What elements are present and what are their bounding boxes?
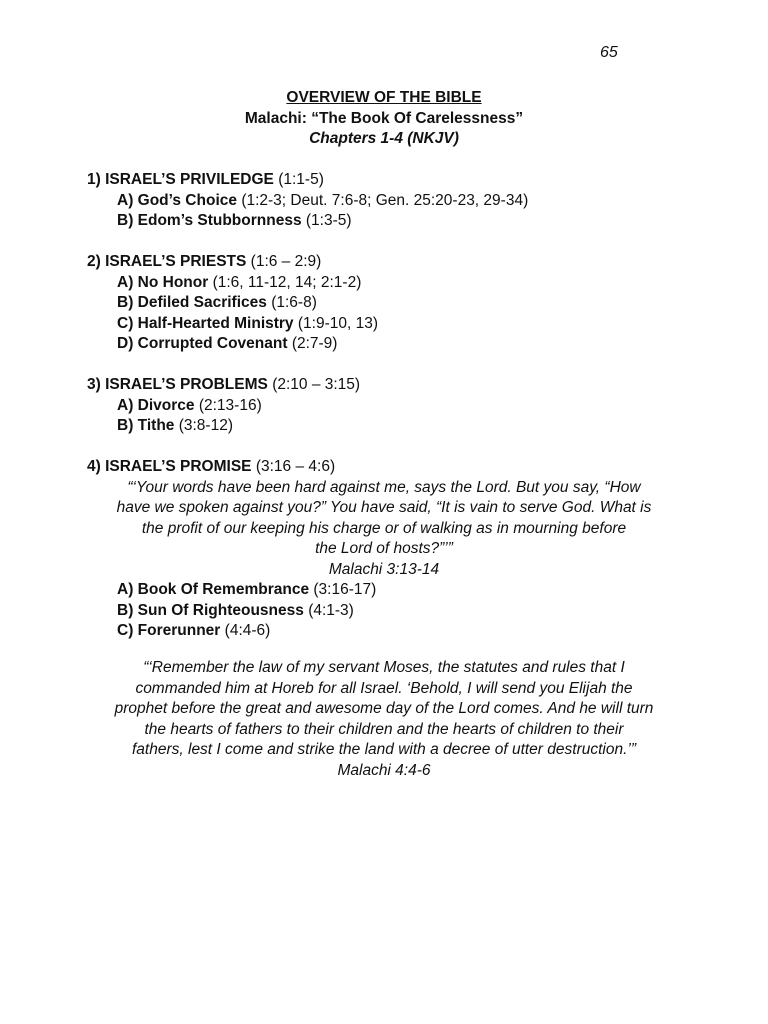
item-label: B) Tithe [117,417,175,434]
item-label: A) Book Of Remembrance [117,581,310,598]
quote-line: the profit of our keeping his charge or of walking as in mourning before [141,519,627,537]
document-header [0,88,768,150]
outline-item [0,191,768,212]
item-ref: (1:9-10, 13) [297,314,379,332]
item-ref: (3:8-12) [178,417,233,434]
item-ref: (2:13-16) [198,396,262,414]
outline-item [0,621,768,642]
outline-item [0,601,768,622]
quote-line: “‘Your words have been hard against me, says the Lord. But you say, “How [127,478,641,496]
outline-section [0,252,768,355]
item-ref: (2:7-9) [291,335,338,352]
section-ref: (1:1-5) [278,171,324,188]
outline-item [0,314,768,335]
outline-item [0,580,768,601]
item-ref: (4:4-6) [224,622,271,639]
quote-line: the Lord of hosts?”’” [315,540,453,557]
outline-item [0,211,768,232]
closing-scripture-quote [0,658,768,781]
quote-line: the hearts of fathers to their children and the hearts of children to their [144,720,624,738]
item-label: A) Divorce [117,396,195,414]
quote-line: have we spoken against you?” You have said, “It is vain to serve God. What is [116,499,652,516]
document-subtitle: Malachi: “The Book Of Carelessness” [244,109,524,127]
section-heading [0,252,768,273]
item-ref: (1:6-8) [271,294,317,311]
outline-item [0,396,768,417]
scripture-quote [0,478,768,581]
section-title: 3) ISRAEL’S PROBLEMS [87,376,268,393]
item-label: C) Forerunner [117,622,221,639]
item-label: B) Defiled Sacrifices [117,294,267,311]
outline-section [0,170,768,232]
item-ref: (1:6, 11-12, 14; 2:1-2) [212,273,362,291]
section-ref: (3:16 – 4:6) [255,458,336,475]
page-number: 65 [600,44,618,61]
outline-section [0,375,768,437]
item-label: D) Corrupted Covenant [117,335,288,352]
outline-item [0,293,768,314]
item-ref: (1:2-3; Deut. 7:6-8; Gen. 25:20-23, 29-34) [241,191,529,209]
item-label: C) Half-Hearted Ministry [117,314,294,332]
item-ref: (3:16-17) [313,581,377,598]
outline-item [0,416,768,437]
item-label: A) God’s Choice [117,191,237,209]
chapters-label: Chapters 1-4 (NKJV) [309,130,459,147]
outline-section [0,457,768,642]
section-title: 4) ISRAEL’S PROMISE [87,458,252,475]
quote-line: “‘Remember the law of my servant Moses, the statutes and rules that I [143,659,625,676]
section-heading [0,457,768,478]
section-title: 2) ISRAEL’S PRIESTS [87,253,247,270]
quote-citation: Malachi 4:4-6 [337,761,431,779]
outline-item [0,273,768,294]
outline [0,170,768,662]
section-title: 1) ISRAEL’S PRIVILEDGE [87,171,274,188]
outline-item [0,334,768,355]
document-title: OVERVIEW OF THE BIBLE [286,89,482,106]
quote-line: commanded him at Horeb for all Israel. ‘Behold, I will send you Elijah the [135,679,633,697]
section-ref: (2:10 – 3:15) [272,376,361,393]
item-ref: (4:1-3) [308,601,354,619]
quote-line: prophet before the great and awesome day of the Lord comes. And he will turn [114,700,654,717]
quote-citation: Malachi 3:13-14 [328,560,440,578]
quote-line: fathers, lest I come and strike the land with a decree of utter destruction.’” [132,741,636,758]
item-ref: (1:3-5) [305,212,352,229]
section-ref: (1:6 – 2:9) [250,253,322,270]
item-label: A) No Honor [117,273,209,291]
item-label: B) Edom’s Stubbornness [117,212,302,229]
item-label: B) Sun Of Righteousness [117,601,304,619]
section-heading [0,170,768,191]
section-heading [0,375,768,396]
